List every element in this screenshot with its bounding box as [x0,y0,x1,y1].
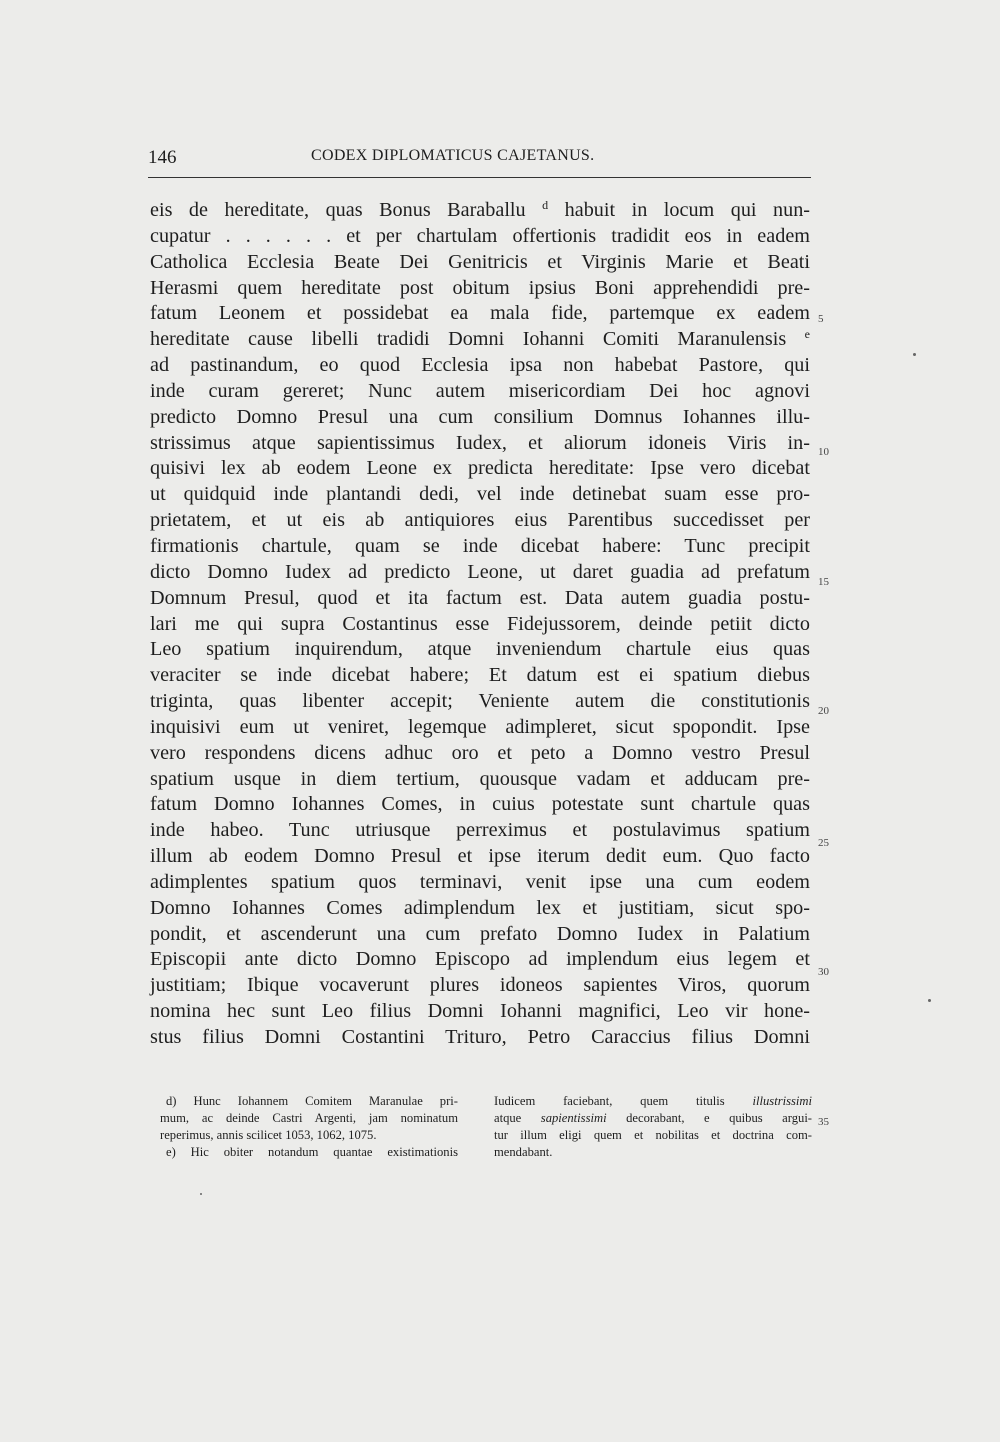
footnote-line: mum, ac deinde Castri Argenti, jam nominatum [160,1111,458,1125]
footnote-line: reperimus, annis scilicet 1053, 1062, 1075. [160,1128,377,1142]
footnote-ref-d: d [542,198,549,212]
text-line: vero respondens dicens adhuc oro et peto a Domno vestro Presul [150,741,810,764]
text-line: Domno Iohannes Comes adimplendum lex et justitiam, sicut spo- [150,896,810,919]
footnote-line: mendabant. [494,1145,553,1159]
paper-speck [200,1193,202,1195]
text-line: illum ab eodem Domno Presul et ipse iterum dedit eum. Quo facto [150,845,810,868]
footnotes-left-column [160,1093,458,1161]
paper-speck [913,353,916,356]
footnote-line: atque sapientissimi decorabant, e quibus argui- [494,1111,813,1125]
text-line: Domnum Presul, quod et ita factum est. Data autem guadia postu- [150,586,810,609]
text-line: predicto Domno Presul una cum consilium Domnus Iohannes illu- [150,405,810,428]
text-line: quisivi lex ab eodem Leone ex predicta hereditate: Ipse vero dicebat [150,457,810,480]
text-line: fatum Domno Iohannes Comes, in cuius potestate sunt chartule quas [150,793,810,816]
line-number-35: 35 [818,1116,829,1128]
running-head [148,147,810,169]
text-line: adimplentes spatium quos terminavi, venit ipse una cum eodem [150,870,810,893]
text-line: ad pastinandum, eo quod Ecclesia ipsa non habebat Pastore, qui [150,354,810,377]
running-title: CODEX DIPLOMATICUS CAJETANUS. [311,147,595,164]
footnote-line: Iudicem faciebant, quem titulis illustrissimi [494,1094,813,1108]
line-number-25: 25 [818,837,829,849]
footnote-line: tur illum eligi quem et nobilitas et doctrina com- [494,1128,812,1142]
text-line: strissimus atque sapientissimus Iudex, et aliorum idoneis Viris in- [150,431,810,454]
text-line: inde curam gereret; Nunc autem misericordiam Dei hoc agnovi [150,379,810,402]
line-number-20: 20 [818,705,829,717]
text-line: nomina hec sunt Leo filius Domni Iohanni magnifici, Leo vir hone- [150,1000,810,1023]
text-line: justitiam; Ibique vocaverunt plures idoneos sapientes Viros, quorum [150,974,810,997]
text-line: Herasmi quem hereditate post obitum ipsius Boni apprehendidi pre- [150,276,810,299]
text-line: Catholica Ecclesia Beate Dei Genitricis et Virginis Marie et Beati [150,250,810,273]
text-line: hereditate cause libelli tradidi Domni Iohanni Comiti Maranulensis $^e$ [150,327,810,351]
text-line: lari me qui supra Costantinus esse Fidejussorem, deinde petiit dicto [150,612,810,635]
line-number-30: 30 [818,966,829,978]
line-number-5: 5 [818,313,824,325]
text-line: Episcopii ante dicto Domno Episcopo ad implendum eius legem et [150,948,810,971]
text-line: veraciter se inde dicebat habere; Et datum est ei spatium diebus [150,664,810,687]
footnote-ref-e: e [804,327,810,342]
text-line: inquisivi eum ut veniret, legemque adimpleret, sicut spopondit. Ipse [150,715,810,738]
text-line: stus filius Domni Costantini Trituro, Petro Caraccius filius Domni [150,1026,810,1048]
line-number-10: 10 [818,446,829,458]
header-rule [148,177,811,178]
text-line: cupatur . . . . . . et per chartulam offertionis tradidit eos in eadem [150,224,810,247]
footnote-e: e) Hic obiter notandum quantae existimationis [166,1145,458,1159]
text-line: pondit, et ascenderunt una cum prefato Domno Iudex in Palatium [150,922,810,945]
footnotes-right-column [494,1093,812,1161]
page-number: 146 [148,147,177,168]
text-line: triginta, quas libenter accepit; Veniente autem die constitutionis [150,690,810,713]
line-number-15: 15 [818,576,829,588]
footnote-d: d) Hunc Iohannem Comitem Maranulae pri- [166,1094,458,1108]
body-text [150,198,810,1051]
text-line: spatium usque in diem tertium, quousque vadam et adducam pre- [150,767,810,790]
paper-speck [928,999,931,1002]
text-line: Leo spatium inquirendum, atque inveniendum chartule eius quas [150,638,810,661]
text-line: eis de hereditate, quas Bonus Baraballu $^d$ habuit in locum qui nun- [150,198,811,221]
text-line: ut quidquid inde plantandi dedi, vel inde detinebat suam esse pro- [150,483,810,506]
text-line: prietatem, et ut eis ab antiquiores eius Parentibus succedisset per [150,509,810,532]
text-line: inde habeo. Tunc utriusque perreximus et postulavimus spatium [150,819,810,842]
text-line: firmationis chartule, quam se inde dicebat habere: Tunc precipit [150,534,810,557]
text-line: dicto Domno Iudex ad predicto Leone, ut daret guadia ad prefatum [150,560,810,583]
text-line: fatum Leonem et possidebat ea mala fide, partemque ex eadem [150,302,810,325]
